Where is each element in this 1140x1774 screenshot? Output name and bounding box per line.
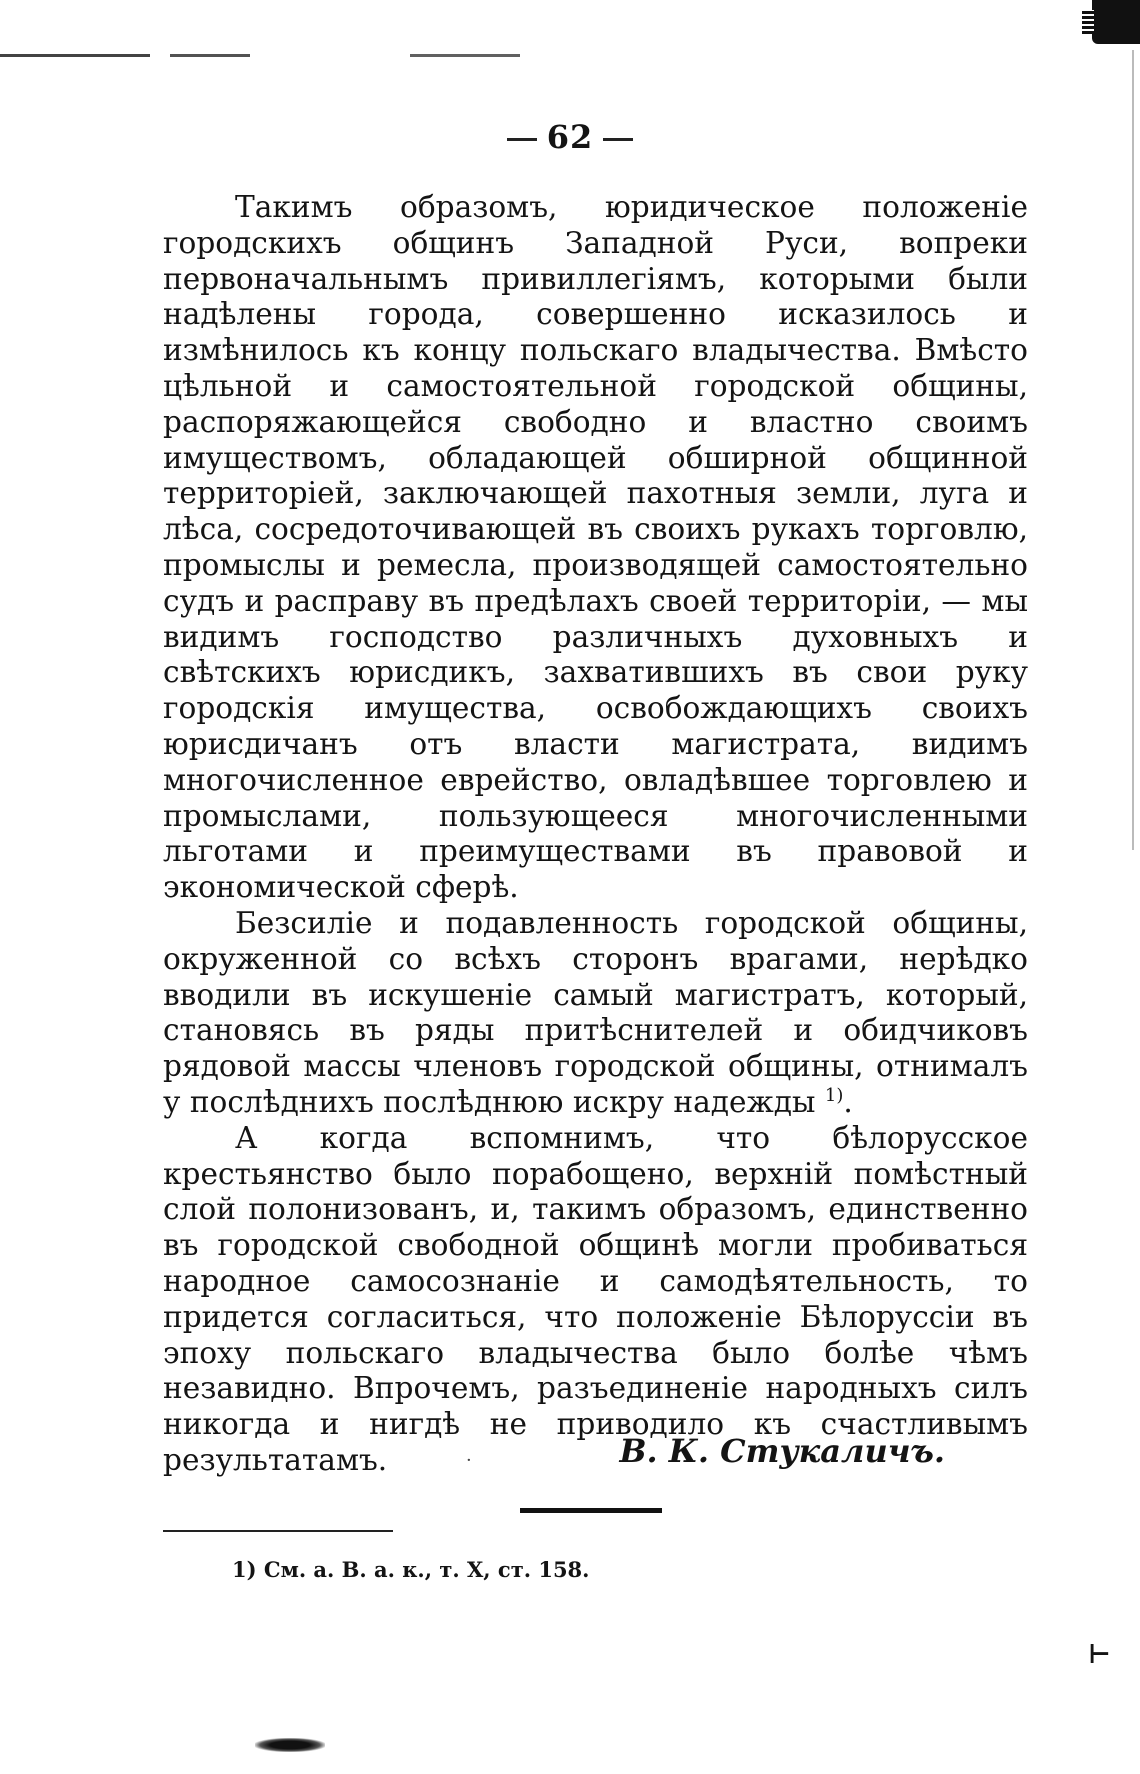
- paragraph-3: А когда вспомнимъ, что бѣлорусское крестьянство было порабощено, верхній помѣстный слой полонизованъ, и, такимъ образомъ, единственно въ городской свободной общинѣ могли пробиваться народное самосознаніе и самодѣятельность, то придется согласиться, что положеніе Бѣлоруссіи въ эпоху польскаго владычества было болѣе чѣмъ незавидно. Впрочемъ, разъединеніе народныхъ силъ никогда и нигдѣ не приводило къ счастливымъ результатамъ.: [163, 1120, 1028, 1477]
- author-signature: В. К. Стукаличъ.: [619, 1432, 945, 1470]
- paragraph-2: Безсиліе и подавленность городской общины, окруженной со всѣхъ сторонъ врагами, нерѣдко вводили въ искушеніе самый магистратъ, который, становясь въ ряды притѣснителей и обидчиковъ рядовой массы членовъ городской общины, отнималъ у послѣднихъ послѣднюю искру надежды $^{1)}$.: [163, 905, 1028, 1119]
- page-number-value: 62: [546, 118, 594, 156]
- main-text: [163, 190, 1028, 1479]
- end-separator-rule: [520, 1508, 662, 1513]
- footnote: 1) См. а. В. а. к., т. X, ст. 158.: [232, 1557, 590, 1582]
- page-number-dash-right: [603, 138, 633, 141]
- ink-speck: ·: [466, 1450, 472, 1471]
- footnote-reference: 1): [824, 1085, 844, 1107]
- page-number-dash-left: [507, 138, 537, 141]
- margin-mark: ⊢: [1088, 1640, 1111, 1670]
- scan-corner-artifact: [1092, 0, 1140, 44]
- footnote-separator-rule: [163, 1530, 393, 1532]
- page-number: [0, 118, 1140, 156]
- scan-edge-line: [0, 54, 1080, 57]
- paragraph-2-text: Безсиліе и подавленность городской общины, окруженной со всѣхъ сторонъ врагами, нерѣдко вводили въ искушеніе самый магистратъ, который, становясь въ ряды притѣснителей и обидчиковъ рядовой массы членовъ городской общины, отнималъ у послѣднихъ послѣднюю искру надежды: [163, 905, 1028, 1119]
- ink-smudge: [255, 1738, 325, 1752]
- scan-edge-right: [1132, 50, 1134, 850]
- paragraph-1: Такимъ образомъ, юридическое положеніе городскихъ общинъ Западной Руси, вопреки первоначальнымъ привиллегіямъ, которыми были надѣлены города, совершенно исказилось и измѣнилось къ концу польскаго владычества. Вмѣсто цѣльной и самостоятельной городской общины, распоряжающейся свободно и властно своимъ имуществомъ, обладающей обширной общинной территоріей, заключающей пахотныя земли, луга и лѣса, сосредоточивающей въ своихъ рукахъ торговлю, промыслы и ремесла, производящей самостоятельно судъ и расправу въ предѣлахъ своей территоріи, — мы видимъ господство различныхъ духовныхъ и свѣтскихъ юрисдикъ, захватившихъ въ свои руку городскія имущества, освобождающихъ своихъ юрисдичанъ отъ власти магистрата, видимъ многочисленное еврейство, овладѣвшее торговлею и промыслами, пользующееся многочисленными льготами и преимуществами въ правовой и экономической сферѣ.: [163, 190, 1028, 905]
